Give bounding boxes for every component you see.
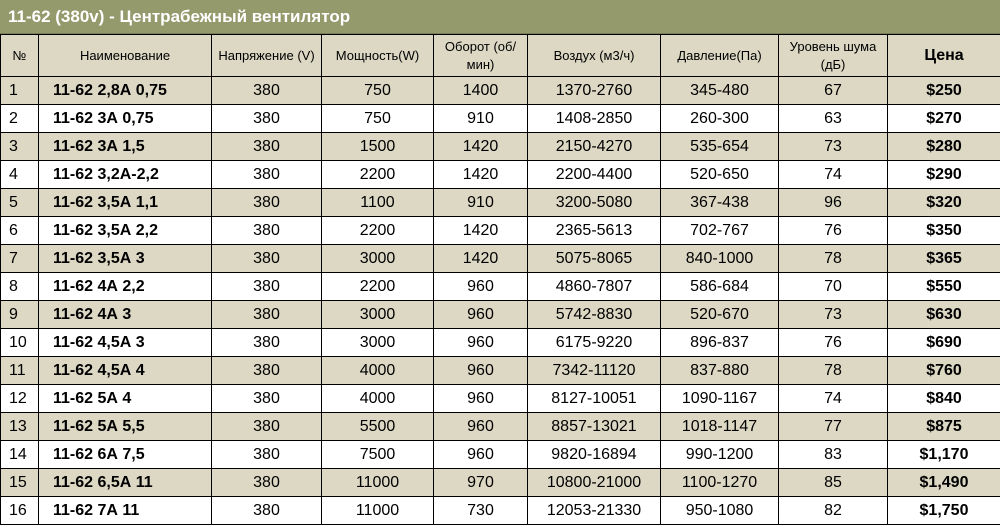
cell-num: 3 — [1, 133, 39, 161]
table-row — [1, 245, 1000, 273]
header-rpm: Оборот (об/мин) — [434, 35, 528, 77]
cell-price: $690 — [888, 329, 1000, 357]
cell-power: 4000 — [322, 357, 434, 385]
table-row — [1, 105, 1000, 133]
cell-noise: 76 — [779, 217, 888, 245]
cell-voltage: 380 — [212, 217, 322, 245]
cell-price: $630 — [888, 301, 1000, 329]
cell-num: 10 — [1, 329, 39, 357]
cell-air: 10800-21000 — [528, 469, 661, 497]
cell-rpm: 960 — [434, 273, 528, 301]
cell-noise: 78 — [779, 245, 888, 273]
cell-pressure: 896-837 — [661, 329, 779, 357]
cell-pressure: 1090-1167 — [661, 385, 779, 413]
cell-air: 6175-9220 — [528, 329, 661, 357]
fan-price-table — [0, 34, 1000, 525]
cell-price: $270 — [888, 105, 1000, 133]
cell-rpm: 1400 — [434, 77, 528, 105]
cell-power: 11000 — [322, 469, 434, 497]
cell-air: 4860-7807 — [528, 273, 661, 301]
cell-power: 1500 — [322, 133, 434, 161]
cell-voltage: 380 — [212, 77, 322, 105]
table-row — [1, 189, 1000, 217]
cell-air: 2150-4270 — [528, 133, 661, 161]
cell-num: 4 — [1, 161, 39, 189]
table-row — [1, 329, 1000, 357]
cell-power: 5500 — [322, 413, 434, 441]
cell-noise: 74 — [779, 385, 888, 413]
cell-rpm: 960 — [434, 441, 528, 469]
cell-rpm: 960 — [434, 413, 528, 441]
cell-power: 2200 — [322, 273, 434, 301]
cell-pressure: 345-480 — [661, 77, 779, 105]
table-row — [1, 273, 1000, 301]
cell-num: 13 — [1, 413, 39, 441]
table-row — [1, 441, 1000, 469]
cell-power: 4000 — [322, 385, 434, 413]
cell-power: 2200 — [322, 217, 434, 245]
cell-num: 6 — [1, 217, 39, 245]
cell-pressure: 586-684 — [661, 273, 779, 301]
cell-voltage: 380 — [212, 385, 322, 413]
cell-rpm: 910 — [434, 189, 528, 217]
cell-price: $280 — [888, 133, 1000, 161]
cell-name: 11-62 3,5А 2,2 — [39, 217, 212, 245]
header-name: Наименование — [39, 35, 212, 77]
cell-voltage: 380 — [212, 497, 322, 525]
cell-noise: 76 — [779, 329, 888, 357]
cell-pressure: 1018-1147 — [661, 413, 779, 441]
cell-name: 11-62 7А 11 — [39, 497, 212, 525]
cell-price: $365 — [888, 245, 1000, 273]
cell-noise: 85 — [779, 469, 888, 497]
cell-pressure: 702-767 — [661, 217, 779, 245]
cell-power: 3000 — [322, 301, 434, 329]
cell-voltage: 380 — [212, 273, 322, 301]
cell-name: 11-62 3А 0,75 — [39, 105, 212, 133]
table-row — [1, 357, 1000, 385]
cell-power: 750 — [322, 105, 434, 133]
cell-voltage: 380 — [212, 189, 322, 217]
cell-voltage: 380 — [212, 329, 322, 357]
table-row — [1, 77, 1000, 105]
cell-price: $1,490 — [888, 469, 1000, 497]
cell-pressure: 837-880 — [661, 357, 779, 385]
cell-voltage: 380 — [212, 245, 322, 273]
cell-name: 11-62 5А 4 — [39, 385, 212, 413]
cell-pressure: 990-1200 — [661, 441, 779, 469]
header-air: Воздух (м3/ч) — [528, 35, 661, 77]
cell-pressure: 950-1080 — [661, 497, 779, 525]
cell-pressure: 260-300 — [661, 105, 779, 133]
cell-rpm: 1420 — [434, 217, 528, 245]
cell-price: $1,750 — [888, 497, 1000, 525]
cell-voltage: 380 — [212, 357, 322, 385]
cell-voltage: 380 — [212, 161, 322, 189]
cell-noise: 67 — [779, 77, 888, 105]
table-row — [1, 497, 1000, 525]
cell-rpm: 1420 — [434, 245, 528, 273]
cell-rpm: 960 — [434, 301, 528, 329]
cell-voltage: 380 — [212, 469, 322, 497]
cell-voltage: 380 — [212, 133, 322, 161]
cell-name: 11-62 3,2А-2,2 — [39, 161, 212, 189]
cell-num: 7 — [1, 245, 39, 273]
cell-price: $550 — [888, 273, 1000, 301]
cell-rpm: 960 — [434, 385, 528, 413]
cell-air: 5742-8830 — [528, 301, 661, 329]
cell-num: 16 — [1, 497, 39, 525]
table-row — [1, 301, 1000, 329]
cell-rpm: 970 — [434, 469, 528, 497]
cell-air: 5075-8065 — [528, 245, 661, 273]
cell-price: $320 — [888, 189, 1000, 217]
cell-noise: 63 — [779, 105, 888, 133]
table-row — [1, 385, 1000, 413]
cell-power: 3000 — [322, 245, 434, 273]
cell-rpm: 910 — [434, 105, 528, 133]
cell-noise: 70 — [779, 273, 888, 301]
table-row — [1, 413, 1000, 441]
cell-name: 11-62 2,8А 0,75 — [39, 77, 212, 105]
cell-rpm: 730 — [434, 497, 528, 525]
cell-rpm: 960 — [434, 329, 528, 357]
cell-num: 5 — [1, 189, 39, 217]
cell-power: 1100 — [322, 189, 434, 217]
cell-voltage: 380 — [212, 441, 322, 469]
cell-voltage: 380 — [212, 413, 322, 441]
cell-num: 12 — [1, 385, 39, 413]
cell-num: 8 — [1, 273, 39, 301]
cell-pressure: 520-650 — [661, 161, 779, 189]
table-body — [1, 77, 1000, 525]
header-price: Цена — [888, 35, 1000, 77]
cell-pressure: 1100-1270 — [661, 469, 779, 497]
cell-price: $840 — [888, 385, 1000, 413]
header-voltage: Напряжение (V) — [212, 35, 322, 77]
cell-pressure: 840-1000 — [661, 245, 779, 273]
sheet-title: 11-62 (380v) - Центрабежный вентилятор — [0, 0, 1000, 34]
cell-name: 11-62 3,5А 1,1 — [39, 189, 212, 217]
cell-name: 11-62 3А 1,5 — [39, 133, 212, 161]
cell-rpm: 1420 — [434, 161, 528, 189]
cell-noise: 73 — [779, 301, 888, 329]
cell-power: 7500 — [322, 441, 434, 469]
cell-rpm: 1420 — [434, 133, 528, 161]
table-row — [1, 469, 1000, 497]
cell-name: 11-62 4,5А 3 — [39, 329, 212, 357]
cell-name: 11-62 6,5А 11 — [39, 469, 212, 497]
cell-price: $290 — [888, 161, 1000, 189]
cell-num: 2 — [1, 105, 39, 133]
cell-num: 14 — [1, 441, 39, 469]
cell-air: 2200-4400 — [528, 161, 661, 189]
cell-num: 1 — [1, 77, 39, 105]
cell-noise: 78 — [779, 357, 888, 385]
header-pressure: Давление(Па) — [661, 35, 779, 77]
cell-pressure: 520-670 — [661, 301, 779, 329]
cell-name: 11-62 5А 5,5 — [39, 413, 212, 441]
cell-name: 11-62 3,5А 3 — [39, 245, 212, 273]
cell-power: 11000 — [322, 497, 434, 525]
cell-name: 11-62 4,5А 4 — [39, 357, 212, 385]
cell-noise: 73 — [779, 133, 888, 161]
cell-air: 1370-2760 — [528, 77, 661, 105]
cell-noise: 77 — [779, 413, 888, 441]
cell-price: $250 — [888, 77, 1000, 105]
cell-air: 9820-16894 — [528, 441, 661, 469]
cell-name: 11-62 4А 3 — [39, 301, 212, 329]
cell-name: 11-62 4А 2,2 — [39, 273, 212, 301]
cell-name: 11-62 6А 7,5 — [39, 441, 212, 469]
cell-rpm: 960 — [434, 357, 528, 385]
cell-noise: 83 — [779, 441, 888, 469]
cell-air: 2365-5613 — [528, 217, 661, 245]
cell-voltage: 380 — [212, 301, 322, 329]
cell-air: 3200-5080 — [528, 189, 661, 217]
table-row — [1, 161, 1000, 189]
cell-voltage: 380 — [212, 105, 322, 133]
cell-price: $760 — [888, 357, 1000, 385]
cell-noise: 74 — [779, 161, 888, 189]
header-row — [1, 35, 1000, 77]
cell-power: 2200 — [322, 161, 434, 189]
cell-pressure: 367-438 — [661, 189, 779, 217]
cell-pressure: 535-654 — [661, 133, 779, 161]
cell-air: 12053-21330 — [528, 497, 661, 525]
header-noise: Уровень шума (дБ) — [779, 35, 888, 77]
cell-noise: 82 — [779, 497, 888, 525]
cell-air: 7342-11120 — [528, 357, 661, 385]
cell-noise: 96 — [779, 189, 888, 217]
cell-air: 1408-2850 — [528, 105, 661, 133]
table-row — [1, 217, 1000, 245]
cell-price: $1,170 — [888, 441, 1000, 469]
cell-num: 15 — [1, 469, 39, 497]
cell-air: 8857-13021 — [528, 413, 661, 441]
cell-price: $350 — [888, 217, 1000, 245]
table-row — [1, 133, 1000, 161]
cell-num: 11 — [1, 357, 39, 385]
cell-power: 750 — [322, 77, 434, 105]
cell-power: 3000 — [322, 329, 434, 357]
cell-price: $875 — [888, 413, 1000, 441]
cell-num: 9 — [1, 301, 39, 329]
header-power: Мощность(W) — [322, 35, 434, 77]
cell-air: 8127-10051 — [528, 385, 661, 413]
header-num: № — [1, 35, 39, 77]
